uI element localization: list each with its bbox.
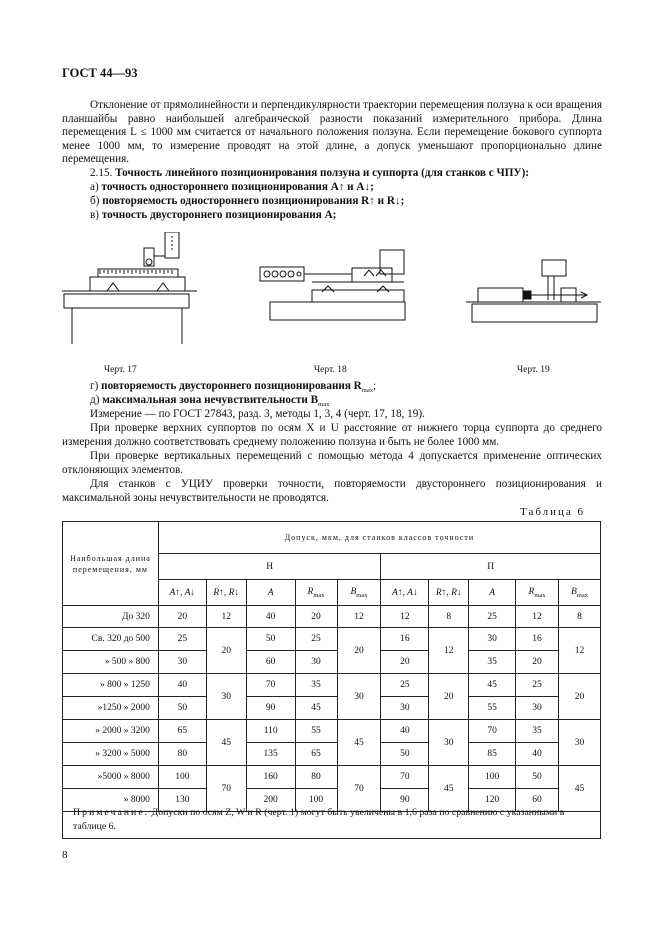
item-text: точность одностороннего позиционирования A↑ и A↓;	[101, 181, 374, 193]
col-A-header	[246, 580, 295, 606]
cell: 70	[381, 766, 429, 789]
cell: 20	[158, 606, 206, 628]
table-row	[63, 628, 601, 651]
cell: 120	[469, 789, 516, 812]
col-label: R↑, R↓	[213, 587, 240, 598]
section-title: Точность линейного позиционирования ползуна и суппорта (для станков с ЧПУ):	[115, 167, 530, 179]
interferometer	[352, 268, 392, 282]
cell: 55	[469, 697, 516, 720]
table-title: Таблица 6	[520, 506, 586, 518]
row-label: Св. 320 до 500	[63, 628, 159, 651]
measurement-reference: Измерение — по ГОСТ 27843, разд. 3, методы 1, 3, 4 (черт. 17, 18, 19).	[90, 408, 425, 420]
table-slide	[90, 277, 185, 291]
bed	[270, 302, 405, 320]
page-number: 8	[62, 849, 68, 861]
paragraph-uchiu: Для станков с УЦИУ проверки точности, повторяемости двустороннего позиционирования и максимальной зоны нечувствительности не проводятся.	[62, 478, 602, 504]
col-subscript: max	[576, 591, 588, 599]
cell: 70	[337, 766, 381, 812]
group-header: Допуск, мкм, для станков классов точности	[158, 522, 600, 554]
figure-18-drawing	[252, 232, 412, 362]
item-prefix: г)	[90, 380, 99, 392]
item-subscript: max	[361, 387, 373, 395]
cell: 30	[429, 720, 469, 766]
col-a-header	[381, 580, 429, 606]
cell: 25	[516, 674, 559, 697]
cell: 45	[337, 720, 381, 766]
table-row	[63, 606, 601, 628]
laser-head	[478, 288, 523, 302]
cell: 16	[516, 628, 559, 651]
item-prefix: д)	[90, 394, 100, 406]
item-prefix: в)	[90, 209, 100, 221]
cell: 25	[469, 606, 516, 628]
cell: 35	[295, 674, 337, 697]
cell: 135	[246, 743, 295, 766]
tolerance-table	[62, 521, 601, 812]
cell: 20	[559, 674, 601, 720]
cell: 40	[381, 720, 429, 743]
cell: 100	[295, 789, 337, 812]
cell: 50	[158, 697, 206, 720]
cell: 50	[516, 766, 559, 789]
col-label: B	[570, 586, 577, 597]
cell: 30	[295, 651, 337, 674]
paragraph-upper-supports: При проверке верхних суппортов по осям X и U расстояние от нижнего торца суппорта до среднего измерения должно соответствовать среднему положению ползуна и быть не более 1000 мм.	[62, 422, 602, 448]
cell: 8	[559, 606, 601, 628]
item-subscript: max	[318, 401, 330, 409]
col-label: R	[307, 586, 314, 597]
cell: 110	[246, 720, 295, 743]
cell: 45	[206, 720, 246, 766]
row-label: » 2000 » 3200	[63, 720, 159, 743]
document-header: ГОСТ 44—93	[62, 66, 138, 80]
col-rmax-header	[295, 580, 337, 606]
bed	[472, 304, 597, 322]
cell: 85	[469, 743, 516, 766]
section-2-15	[90, 167, 529, 181]
cell: 30	[516, 697, 559, 720]
cell: 70	[206, 766, 246, 812]
cell: 25	[295, 628, 337, 651]
col-label: A↑, A↓	[169, 587, 196, 598]
col-subscript: max	[313, 591, 325, 599]
item-b	[90, 195, 404, 209]
cell: 30	[469, 628, 516, 651]
cell: 55	[295, 720, 337, 743]
figure-17-caption: Черт. 17	[104, 365, 137, 375]
col-a-header	[158, 580, 206, 606]
note-label: Примечание.	[73, 807, 150, 818]
col-label: A↑, A↓	[392, 587, 418, 598]
table-row	[63, 674, 601, 697]
cell: 25	[158, 628, 206, 651]
cell: 70	[246, 674, 295, 697]
item-a	[90, 181, 374, 195]
cell: 65	[295, 743, 337, 766]
cell: 60	[246, 651, 295, 674]
col-A-header	[469, 580, 516, 606]
figure-19-caption: Черт. 19	[517, 365, 550, 375]
cell: 20	[516, 651, 559, 674]
cell: 65	[158, 720, 206, 743]
cell: 60	[516, 789, 559, 812]
col-subscript: max	[356, 591, 368, 599]
cell: 20	[337, 628, 381, 674]
row-label: » 3200 » 5000	[63, 743, 159, 766]
figure-17-drawing	[62, 232, 202, 362]
cell: 90	[381, 789, 429, 812]
indicator-clamp	[144, 248, 154, 266]
col-label: B	[350, 586, 357, 597]
dial-icon	[146, 259, 152, 265]
cell: 30	[206, 674, 246, 720]
cell: 20	[295, 606, 337, 628]
item-prefix: а)	[90, 181, 99, 193]
cell: 12	[206, 606, 246, 628]
col-rmax-header	[516, 580, 559, 606]
cell: 80	[158, 743, 206, 766]
col-label: R↑, R↓	[435, 587, 462, 598]
cell: 35	[469, 651, 516, 674]
cell: 130	[158, 789, 206, 812]
table-row	[63, 766, 601, 789]
bed	[64, 294, 189, 308]
cell: 20	[381, 651, 429, 674]
class-p-header: П	[381, 554, 601, 580]
cell: 40	[516, 743, 559, 766]
cell: 80	[295, 766, 337, 789]
note-text: Допуски по осям Z, W и R (черт. 1) могут быть увеличены в 1,6 раза по сравнению с указанными в таблице 6.	[73, 807, 565, 832]
cell: 30	[381, 697, 429, 720]
paragraph-deviation: Отклонение от прямолинейности и перпендикулярности траектории перемещения ползуна к оси вращения планшайбы равно наибольшей алгебраической разности показаний измерительного прибора. Длина перемещения L ≤ 1000 мм считается от начального положения ползуна. Если перемещение бокового суппорта менее 1000 мм, то измерение проводят на этой длине, а допуск уменьшают пропорционально длине перемещения.	[62, 99, 602, 166]
col-subscript: max	[534, 591, 546, 599]
cell: 20	[206, 628, 246, 674]
item-end: ;	[372, 380, 377, 392]
item-text: точность двустороннего позиционирования A;	[101, 209, 337, 221]
cell: 200	[246, 789, 295, 812]
item-text: повторяемость одностороннего позиционирования R↑ и R↓;	[102, 195, 405, 207]
cell: 40	[158, 674, 206, 697]
cell: 45	[469, 674, 516, 697]
cell: 16	[381, 628, 429, 651]
cell: 45	[295, 697, 337, 720]
cell: 12	[559, 628, 601, 674]
row-label: »5000 » 8000	[63, 766, 159, 789]
row-header: Наибольшая длина перемещения, мм	[63, 522, 159, 606]
col-label: R	[528, 586, 535, 597]
cell: 50	[381, 743, 429, 766]
scale-bar	[98, 269, 178, 277]
cell: 20	[429, 674, 469, 720]
cell: 45	[429, 766, 469, 812]
row-label: »1250 » 2000	[63, 697, 159, 720]
table-row	[63, 697, 601, 720]
col-bmax-header	[559, 580, 601, 606]
col-r-header	[206, 580, 246, 606]
col-r-header	[429, 580, 469, 606]
cell: 100	[469, 766, 516, 789]
item-c	[90, 209, 336, 223]
cell: 25	[381, 674, 429, 697]
cell: 12	[337, 606, 381, 628]
table-note	[62, 801, 601, 839]
cell: 35	[516, 720, 559, 743]
cell: 30	[158, 651, 206, 674]
cell: 50	[246, 628, 295, 651]
cell: 12	[381, 606, 429, 628]
figure-18-caption: Черт. 18	[314, 365, 347, 375]
item-text: повторяемость двустороннего позиционирования R	[101, 380, 362, 392]
cell: 45	[559, 766, 601, 812]
row-label: » 8000	[63, 789, 159, 812]
cell: 30	[559, 720, 601, 766]
cell: 160	[246, 766, 295, 789]
tool-holder	[542, 260, 566, 276]
cell: 12	[429, 628, 469, 674]
table-row	[63, 651, 601, 674]
table-row	[63, 720, 601, 743]
cell: 12	[516, 606, 559, 628]
col-bmax-header	[337, 580, 381, 606]
cell: 70	[469, 720, 516, 743]
cell: 8	[429, 606, 469, 628]
item-prefix: б)	[90, 195, 100, 207]
cell: 90	[246, 697, 295, 720]
row-label: » 800 » 1250	[63, 674, 159, 697]
slide	[312, 290, 404, 302]
item-text: максимальная зона нечувствительности B	[102, 394, 319, 406]
row-label: » 500 » 800	[63, 651, 159, 674]
cell: 30	[337, 674, 381, 720]
table-row	[63, 743, 601, 766]
section-number: 2.15.	[90, 167, 113, 179]
col-label: A	[267, 587, 274, 598]
class-h-header: Н	[158, 554, 381, 580]
cell: 40	[246, 606, 295, 628]
row-label: До 320	[63, 606, 159, 628]
col-label: A	[489, 587, 496, 598]
figure-19-drawing	[466, 232, 606, 362]
paragraph-optical: При проверке вертикальных перемещений с помощью метода 4 допускается применение оптических отклоняющих элементов.	[62, 450, 602, 476]
cell: 100	[158, 766, 206, 789]
